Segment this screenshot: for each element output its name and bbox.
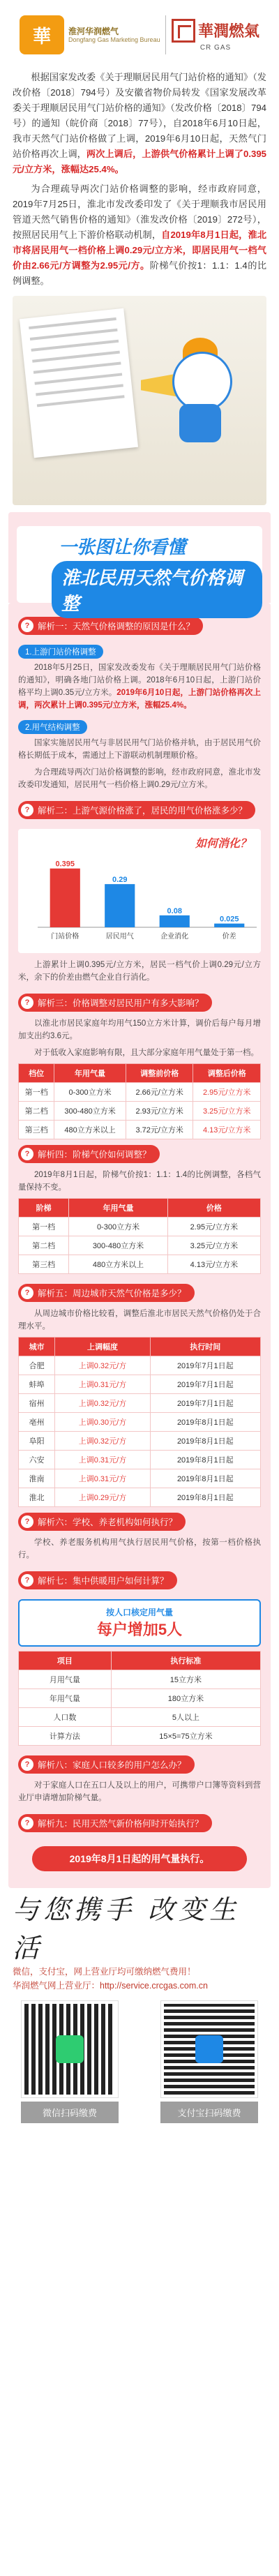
cell: 2019年7月1日起	[150, 1356, 260, 1375]
notice-document-image	[20, 308, 138, 458]
table-row	[19, 1451, 261, 1469]
cell: 2019年8月1日起	[150, 1413, 260, 1432]
cell: 2019年7月1日起	[150, 1394, 260, 1413]
reason-para-3: 为合理疏导两次门站价格调整的影响，经市政府同意，淮北市发改委印发通知，居民用气一档价格上调0.29元/立方米。	[18, 768, 261, 789]
bar-label-3: 0.025	[219, 915, 239, 924]
cell: 年用气量	[19, 1689, 112, 1708]
cell: 合肥	[19, 1356, 55, 1375]
cell: 上调0.31元/方	[55, 1451, 150, 1469]
bar-label-0: 0.395	[55, 860, 75, 869]
cell: 300-480立方米	[69, 1236, 168, 1255]
huaihe-logo-cn: 淮河华润燃气	[68, 27, 119, 36]
impact-table	[18, 1063, 261, 1139]
cell: 2019年8月1日起	[150, 1469, 260, 1488]
bar-0	[50, 869, 80, 927]
impact-para-2: 对于低收入家庭影响有限，且大部分家庭年用气量处于第一档。	[34, 1049, 259, 1057]
cell: 人口数	[19, 1708, 112, 1727]
cell: 第一档	[19, 1083, 54, 1102]
cities-th-0: 城市	[19, 1338, 55, 1356]
question-8: ? 解析八：家庭人口较多的用户怎么办？	[18, 1755, 195, 1774]
impact-th-3: 调整后价格	[193, 1064, 261, 1083]
tier-th-1: 年用气量	[69, 1199, 168, 1218]
heating-table	[18, 1651, 261, 1746]
cell: 上调0.32元/方	[55, 1356, 150, 1375]
cell: 5人以上	[111, 1708, 260, 1727]
cities-table	[18, 1337, 261, 1507]
mascot-image	[162, 338, 239, 442]
table-row	[19, 1689, 261, 1708]
question-3: ? 解析三：价格调整对居民用户有多大影响？	[18, 994, 212, 1012]
table-row	[19, 1375, 261, 1394]
page-header	[0, 0, 279, 70]
family-para: 对于家庭人口在五口人及以上的用户，可携带户口簿等资料到营业厅申请增加阶梯气量。	[18, 1781, 261, 1802]
cell: 宿州	[19, 1394, 55, 1413]
banner-line-1: 一张图让你看懂	[59, 537, 186, 557]
cell: 计算方法	[19, 1727, 112, 1746]
cell: 15立方米	[111, 1670, 260, 1689]
cell: 上调0.31元/方	[55, 1469, 150, 1488]
reason-tag-1: 1.上游门站价格调整	[18, 645, 103, 659]
cell: 2.95元/立方米	[193, 1083, 261, 1102]
huaihe-logo-en: Dongfang Gas Marketing Bureau	[68, 36, 160, 43]
intro-paragraph-1: 根据国家发改委《关于理顺居民用气门站价格的通知》（发改价格〔2018〕794号）及安徽省物价局转发《国家发展改革委关于理顺居民用气门站价格的通知》（发改价格〔2018〕794号）的通知（皖价商〔2018〕77号），自2018年6月10日起，我市天然气门站价格做了上调，2019年6月10日起，天然气门站价格再次上调，两次上调后，上游供气价格累计上调了0.395元/立方米，涨幅达25.4%。	[13, 72, 267, 174]
question-4: ? 解析四：阶梯气价如何调整？	[18, 1145, 160, 1163]
bar-1	[105, 884, 135, 927]
cell: 第一档	[19, 1218, 69, 1236]
table-row	[19, 1413, 261, 1432]
tier-th-0: 阶梯	[19, 1199, 69, 1218]
cell: 4.13元/立方米	[167, 1255, 260, 1274]
tier-table	[18, 1198, 261, 1274]
question-1: ? 解析一：天然气价格调整的原因是什么？	[18, 617, 203, 635]
impact-para-1: 以淮北市居民家庭年均用气150立方米计算，调价后每户每月增加支出约3.6元。	[18, 1019, 261, 1040]
table-row	[19, 1102, 261, 1121]
banner-line-2: 淮北民用天然气价格调整	[52, 561, 262, 618]
wechat-qr-image[interactable]	[22, 2001, 118, 2097]
reason-para-1: 2018年5月25日，国家发改委发布《关于理顺居民用气门站价格的通知》，明确各地门站价格上调。2018年6月10日起，上游门站价格平均上调0.35元/立方米。2019年6月10日起，上游门站价格再次上调，两次累计上调0.395元/立方米，涨幅25.4%。	[18, 664, 261, 710]
reason-para-2: 国家实施居民用气与非居民用气门站价格并轨，由于居民用气价格长期低于成本，需通过上下游联动机制理顺价格。	[18, 739, 261, 760]
intro-text	[0, 70, 279, 289]
table-row	[19, 1432, 261, 1451]
heating-th-1: 执行标准	[111, 1652, 260, 1670]
question-7: ? 解析七：集中供暖用户如何计算？	[18, 1571, 177, 1589]
heating-th-0: 项目	[19, 1652, 112, 1670]
cell: 2019年8月1日起	[150, 1451, 260, 1469]
table-row	[19, 1218, 261, 1236]
cell: 第二档	[19, 1236, 69, 1255]
crgas-logo-icon	[172, 19, 195, 43]
footer-link-line[interactable]: 华润燃气网上营业厅：http://service.crcgas.com.cn	[13, 1981, 208, 1991]
category-label-0: 门站价格	[51, 933, 80, 941]
crgas-logo	[172, 19, 259, 52]
category-label-1: 居民用气	[105, 933, 134, 941]
tier-th-2: 价格	[167, 1199, 260, 1218]
alipay-qr-label: 支付宝扫码缴费	[160, 2102, 258, 2123]
huaihe-logo-mark: 華	[20, 15, 64, 54]
cell: 上调0.29元/方	[55, 1488, 150, 1507]
alipay-qr[interactable]	[160, 2001, 258, 2123]
impact-th-1: 年用气量	[54, 1064, 126, 1083]
cities-th-1: 上调幅度	[55, 1338, 150, 1356]
chart-hint: 如何消化？	[195, 838, 251, 850]
table-row	[19, 1394, 261, 1413]
table-row	[19, 1255, 261, 1274]
bar-2	[160, 915, 190, 927]
cell: 第三档	[19, 1255, 69, 1274]
footer-line-1: 微信，支付宝，网上营业厅均可缴纳燃气费用！	[13, 1967, 196, 1977]
bar-label-1: 0.29	[112, 876, 128, 885]
reason-tag-2: 2.用气结构调整	[18, 720, 87, 734]
wechat-icon	[56, 2035, 84, 2063]
heating-callout-title: 按人口核定用气量	[105, 1608, 173, 1617]
cell: 3.25元/立方米	[193, 1102, 261, 1121]
cell: 淮北	[19, 1488, 55, 1507]
table-row	[19, 1121, 261, 1139]
cell: 上调0.32元/方	[55, 1394, 150, 1413]
cell: 淮南	[19, 1469, 55, 1488]
cell: 480立方米以上	[69, 1255, 168, 1274]
heating-callout	[18, 1599, 261, 1647]
infographic	[8, 603, 271, 1888]
impact-th-0: 档位	[19, 1064, 54, 1083]
cell: 2.66元/立方米	[126, 1083, 193, 1102]
cell: 180立方米	[111, 1689, 260, 1708]
cell: 亳州	[19, 1413, 55, 1432]
alipay-qr-image[interactable]	[161, 2001, 257, 2097]
cities-para: 从周边城市价格比较看，调整后淮北市居民天然气价格仍处于合理水平。	[18, 1310, 261, 1331]
cell: 0-300立方米	[69, 1218, 168, 1236]
price-para: 上游累计上调0.395元/立方米，居民一档气价上调0.29元/立方米，余下的价差由燃气企业自行消化。	[18, 961, 261, 982]
infographic-banner	[17, 526, 262, 614]
bar-3	[214, 924, 244, 927]
cell: 15×5=75立方米	[111, 1727, 260, 1746]
qr-codes	[0, 2001, 279, 2123]
cell: 2019年8月1日起	[150, 1488, 260, 1507]
table-row	[19, 1727, 261, 1746]
cell: 第二档	[19, 1102, 54, 1121]
cell: 300-480立方米	[54, 1102, 126, 1121]
table-row	[19, 1488, 261, 1507]
table-row	[19, 1670, 261, 1689]
cities-th-2: 执行时间	[150, 1338, 260, 1356]
intro-paragraph-2: 为合理疏导两次门站价格调整的影响，经市政府同意，2019年7月25日，淮北市发改委印发了《关于理顺我市居民用管道天然气销售价格的通知》（淮发改价格〔2019〕272号），按照居民用气上下游价格联动机制，自2019年8月1日起，淮北市将居民用气一档价格上调0.29元/立方米，即居民用气一档气价由2.66元/方调整为2.95元/方。阶梯气价按1：1.1：1.4的比例调整。	[13, 184, 267, 286]
cell: 480立方米以上	[54, 1121, 126, 1139]
header-divider	[165, 15, 166, 54]
cell: 3.72元/立方米	[126, 1121, 193, 1139]
bar-label-2: 0.08	[167, 906, 182, 915]
impact-th-2: 调整前价格	[126, 1064, 193, 1083]
tier-para: 2019年8月1日起，阶梯气价按1：1.1：1.4的比例调整，各档气量保持不变。	[18, 1171, 261, 1192]
question-9: ? 解析九：民用天然气新价格何时开始执行？	[18, 1814, 212, 1832]
category-label-3: 价差	[222, 933, 236, 941]
question-6: ? 解析六：学校、养老机构如何执行？	[18, 1513, 186, 1531]
cell: 六安	[19, 1451, 55, 1469]
alipay-icon	[195, 2035, 223, 2063]
question-5: ? 解析五：周边城市天然气价格是多少？	[18, 1284, 195, 1302]
schools-para: 学校、养老服务机构用气执行居民用气价格，按第一档价格执行。	[18, 1538, 261, 1559]
heating-callout-big: 每户增加5人	[96, 1621, 183, 1638]
announcement-photo	[13, 296, 266, 505]
price-bar-chart	[24, 853, 264, 944]
table-row	[19, 1356, 261, 1375]
cell: 上调0.31元/方	[55, 1375, 150, 1394]
cell: 第三档	[19, 1121, 54, 1139]
crgas-logo-en: CR GAS	[199, 43, 232, 52]
crgas-logo-cn: 華潤燃氣	[197, 22, 259, 40]
cell: 2019年7月1日起	[150, 1375, 260, 1394]
cell: 4.13元/立方米	[193, 1121, 261, 1139]
huaihe-gas-logo	[20, 15, 160, 54]
table-row	[19, 1083, 261, 1102]
cell: 上调0.30元/方	[55, 1413, 150, 1432]
cell: 2.93元/立方米	[126, 1102, 193, 1121]
question-2: ? 解析二：上游气源价格涨了，居民的用气价格涨多少？	[18, 801, 255, 819]
cell: 2.95元/立方米	[167, 1218, 260, 1236]
cell: 0-300立方米	[54, 1083, 126, 1102]
cell: 上调0.32元/方	[55, 1432, 150, 1451]
footer-text	[0, 1965, 279, 1993]
wechat-qr-label: 微信扫码缴费	[21, 2102, 119, 2123]
category-label-2: 企业消化	[160, 933, 189, 941]
price-chart	[18, 829, 261, 953]
table-row	[19, 1236, 261, 1255]
cell: 月用气量	[19, 1670, 112, 1689]
cell: 阜阳	[19, 1432, 55, 1451]
cell: 3.25元/立方米	[167, 1236, 260, 1255]
cell: 蚌埠	[19, 1375, 55, 1394]
cell: 2019年8月1日起	[150, 1432, 260, 1451]
slogan-signature: 与您携手 改变生活	[13, 1894, 241, 1963]
wechat-qr[interactable]	[21, 2001, 119, 2123]
table-row	[19, 1708, 261, 1727]
table-row	[19, 1469, 261, 1488]
effective-date-banner: 2019年8月1日起的用气量执行。	[32, 1846, 247, 1871]
